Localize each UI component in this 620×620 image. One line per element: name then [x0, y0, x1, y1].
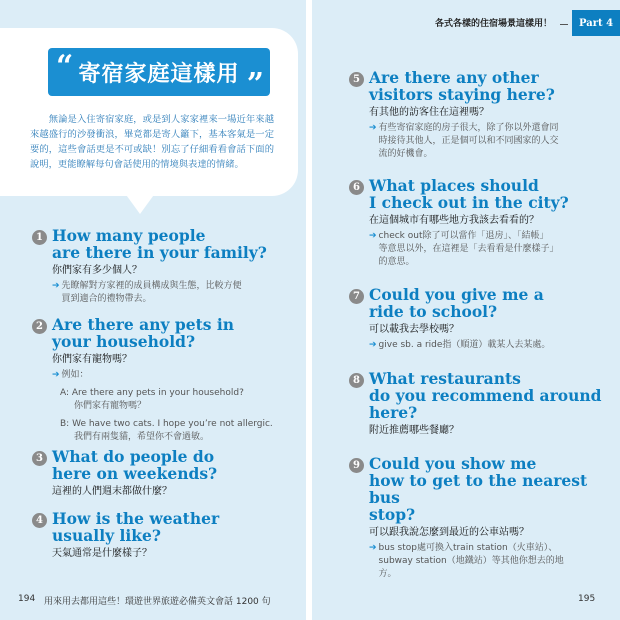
question-english: Are there any pets in your household?: [52, 315, 235, 351]
question-english: How is the weather usually like?: [52, 509, 220, 545]
intro-bubble-tail: [124, 192, 156, 214]
question-chinese: 你們家有多少個人？: [52, 265, 142, 276]
number-circle: 4: [32, 513, 47, 528]
arrow-right-icon: ➔: [369, 340, 377, 350]
question-chinese: 有其他的訪客住在這裡嗎？: [369, 107, 489, 118]
question-english: Are there any other visitors staying here?: [369, 68, 555, 104]
number-circle: 1: [32, 230, 47, 245]
number-circle: 9: [349, 458, 364, 473]
book-gutter: [306, 0, 312, 620]
number-circle: 6: [349, 180, 364, 195]
usage-note: ➔ 先瞭解對方家裡的成員構成與生態，比較方便 買到適合的禮物帶去。: [52, 281, 242, 304]
number-circle: 3: [32, 451, 47, 466]
phrase-entry-8: [349, 370, 611, 438]
phrase-entry-5: [349, 69, 611, 161]
question-chinese: 天氣通常是什麼樣子？: [52, 548, 152, 559]
question-chinese: 附近推薦哪些餐廳？: [369, 425, 459, 436]
usage-note: ➔ give sb. a ride指（順道）載某人去某處。: [369, 340, 551, 350]
usage-note: ➔ 有些寄宿家庭的房子很大，除了你以外還會同 時接待其他人，正是個可以和不同國家的人交 流的好機會。: [369, 123, 559, 159]
question-chinese: 在這個城市有哪些地方我該去看看的？: [369, 215, 539, 226]
arrow-right-icon: ➔: [52, 370, 60, 380]
question-english: What restaurants do you recommend around here?: [369, 369, 602, 422]
usage-note: ➔ 例如：: [52, 370, 89, 380]
left-page-number: 194: [18, 594, 36, 604]
example-b-chinese: 我們有兩隻貓，希望你不會過敏。: [74, 432, 210, 442]
question-english: Could you give me a ride to school?: [369, 285, 544, 321]
header-divider: [560, 24, 568, 25]
quote-close-icon: ”: [246, 67, 264, 102]
question-chinese: 可以跟我說怎麼到最近的公車站嗎？: [369, 527, 529, 538]
chapter-title: 各式各樣的住宿場景這樣用！: [434, 19, 552, 29]
arrow-right-icon: ➔: [369, 543, 377, 553]
number-circle: 5: [349, 72, 364, 87]
section-title: 寄宿家庭這樣用: [78, 61, 240, 87]
arrow-right-icon: ➔: [369, 231, 377, 241]
question-english: How many people are there in your family?: [52, 226, 267, 262]
phrase-entry-6: [349, 177, 611, 269]
question-chinese: 你們家有寵物嗎？: [52, 354, 132, 365]
intro-paragraph: 無論是入住寄宿家庭，或是到人家家裡來一場近年來越來越盛行的沙發衝浪，畢竟都是寄人籬下，基本客氣是一定要的，這些會話更是不可或缺！別忘了仔細看看會話下面的說明，更能瞭解每句會話使用的情境與表達的情緒。: [30, 114, 274, 170]
number-circle: 8: [349, 373, 364, 388]
example-a-english: A: Are there any pets in your household?: [60, 388, 244, 398]
question-chinese: 這裡的人們週末都做什麼？: [52, 486, 172, 497]
part-badge: Part 4: [572, 10, 620, 36]
arrow-right-icon: ➔: [369, 123, 377, 133]
usage-note: ➔ bus stop處可換入train station（火車站）、 subway station（地鐵站）等其他你想去的地 方。: [369, 543, 564, 579]
phrase-entry-7: [349, 286, 611, 352]
arrow-right-icon: ➔: [52, 281, 60, 291]
question-english: What do people do here on weekends?: [52, 447, 218, 483]
phrase-entry-3: [32, 448, 302, 499]
example-b-english: B: We have two cats. I hope you’re not allergic.: [60, 419, 273, 429]
question-english: Could you show me how to get to the nearest bus stop?: [369, 454, 588, 524]
phrase-entry-2: [32, 316, 302, 444]
number-circle: 7: [349, 289, 364, 304]
example-a-chinese: 你們家有寵物嗎？: [74, 401, 147, 411]
section-title-box: [48, 48, 270, 102]
quote-open-icon: “: [56, 49, 74, 84]
book-title: 用來用去都用這些！環遊世界旅遊必備英文會話 1200 句: [44, 597, 271, 607]
number-circle: 2: [32, 319, 47, 334]
usage-note: ➔ check out除了可以當作「退房」、「結帳」 等意思以外，在這裡是「去看看是什麼樣子」 的意思。: [369, 231, 559, 267]
question-chinese: 可以載我去學校嗎？: [369, 324, 459, 335]
phrase-entry-9: [349, 455, 611, 581]
right-page-number: 195: [578, 594, 596, 604]
phrase-entry-4: [32, 510, 302, 561]
phrase-entry-1: [32, 227, 302, 306]
question-english: What places should I check out in the city?: [369, 176, 569, 212]
